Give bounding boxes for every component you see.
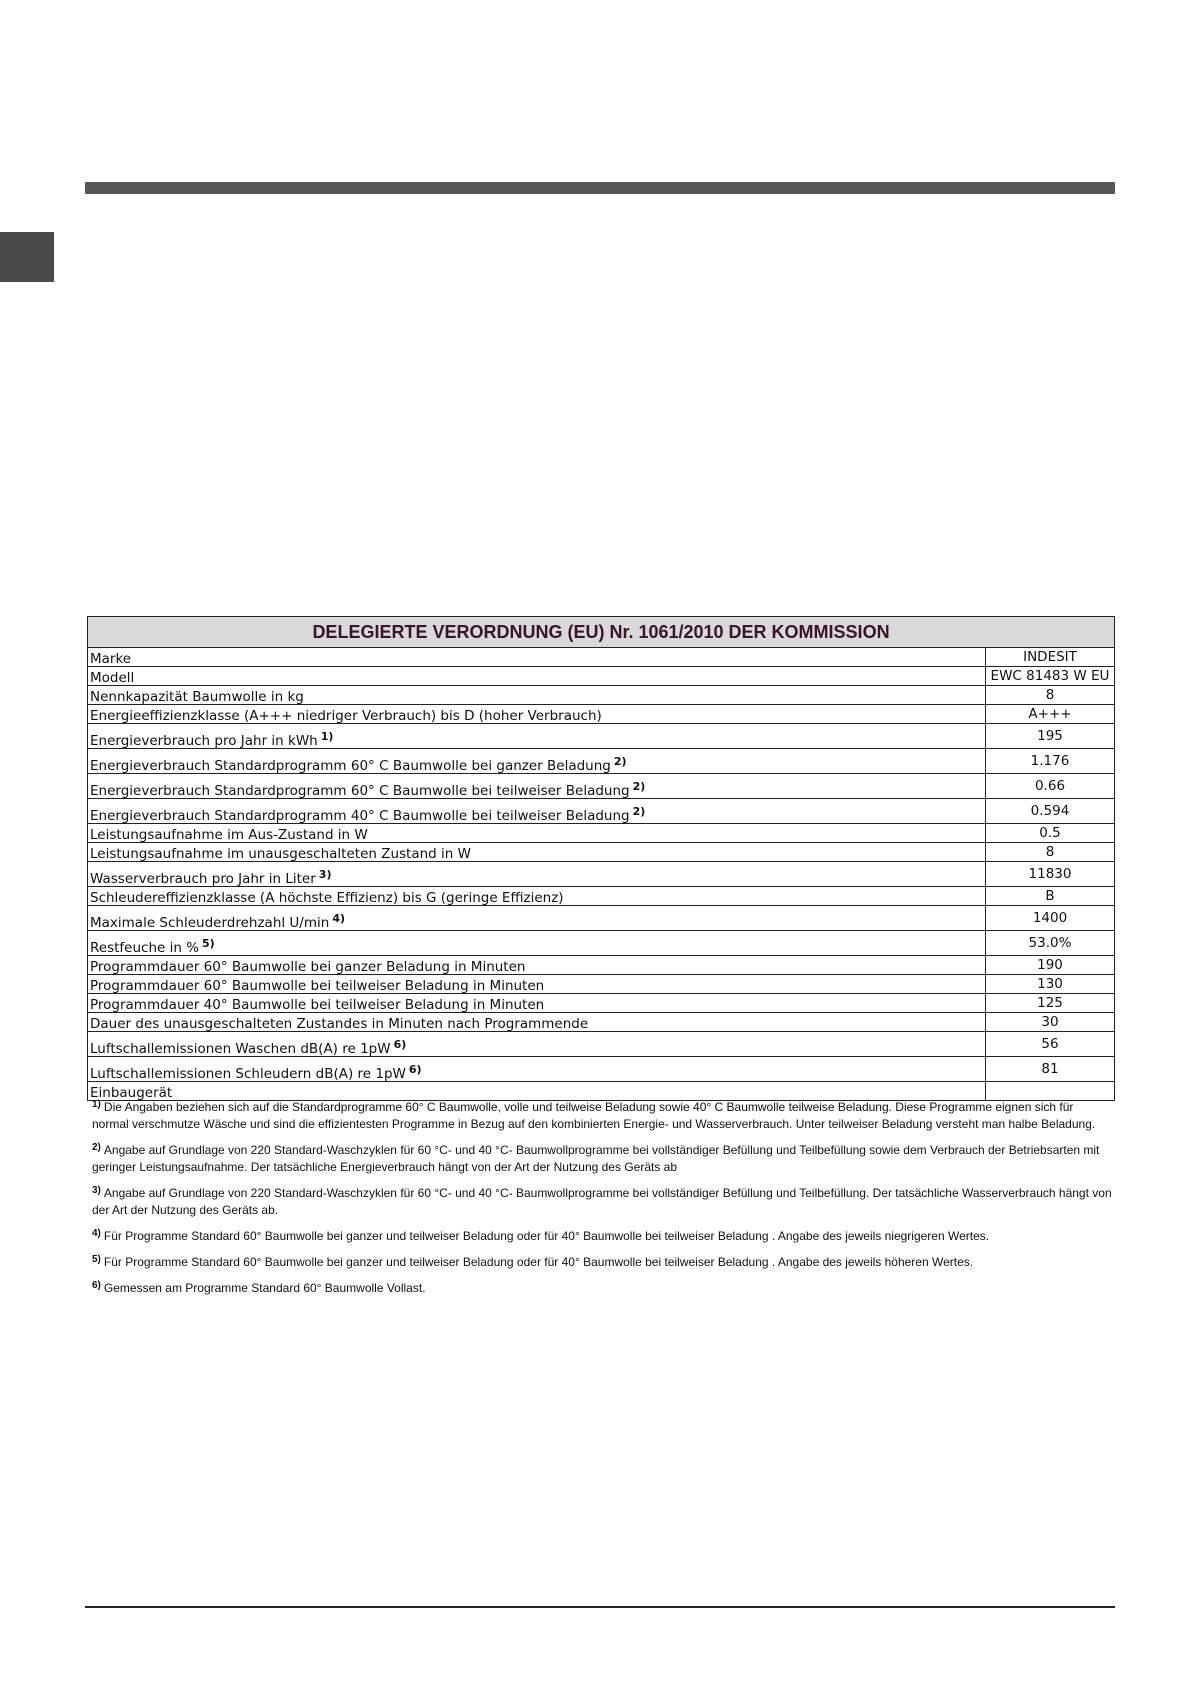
footnote-ref: 2) [632, 804, 646, 818]
row-value: 56 [986, 1032, 1115, 1057]
row-value: 0.5 [986, 824, 1115, 843]
table-row [88, 887, 1115, 906]
row-value: 81 [986, 1057, 1115, 1082]
table-row [88, 994, 1115, 1013]
row-label: Programmdauer 60° Baumwolle bei ganzer Beladung in Minuten [90, 958, 526, 975]
table-row [88, 956, 1115, 975]
row-label-cell [88, 1032, 986, 1057]
row-label: Nennkapazität Baumwolle in kg [90, 688, 304, 705]
row-label-cell [88, 648, 986, 667]
row-label-cell [88, 931, 986, 956]
row-value: 0.66 [986, 774, 1115, 799]
row-label-cell [88, 1082, 986, 1101]
table-row [88, 686, 1115, 705]
footer-rule [85, 1606, 1115, 1608]
table-title: DELEGIERTE VERORDNUNG (EU) Nr. 1061/2010 DER KOMMISSION [88, 617, 1115, 648]
row-label: Energieverbrauch Standardprogramm 60° C Baumwolle bei teilweiser Beladung [90, 782, 630, 799]
row-value: 195 [986, 724, 1115, 749]
footnotes-section [92, 1099, 1112, 1306]
row-label: Energieeffizienzklasse (A+++ niedriger Verbrauch) bis D (hoher Verbrauch) [90, 707, 602, 724]
footnote [92, 1280, 1112, 1297]
row-label: Programmdauer 60° Baumwolle bei teilweiser Beladung in Minuten [90, 977, 545, 994]
row-label: Luftschallemissionen Waschen dB(A) re 1pW [90, 1040, 391, 1057]
footnote-ref: 2) [613, 754, 627, 768]
row-label: Einbaugerät [90, 1084, 173, 1101]
footnote-text: Gemessen am Programme Standard 60° Baumwolle Vollast. [103, 1281, 426, 1295]
footnote-number: 6) [92, 1280, 101, 1291]
row-label-cell [88, 749, 986, 774]
table-row [88, 824, 1115, 843]
footnote-text: Angabe auf Grundlage von 220 Standard-Waschzyklen für 60 °C- und 40 °C- Baumwollprogramme bei vollständiger Befüllung und Teilbefüllung. Der tatsächliche Wasserverbrauch hängt von der Art der Nutzung des Geräts ab. [92, 1186, 1112, 1217]
row-label: Restfeuche in % [90, 939, 200, 956]
table-row [88, 1013, 1115, 1032]
row-label: Schleudereffizienzklasse (A höchste Effizienz) bis G (geringe Effizienz) [90, 889, 564, 906]
table-row [88, 1032, 1115, 1057]
row-label-cell [88, 667, 986, 686]
table-row [88, 975, 1115, 994]
row-label-cell [88, 1057, 986, 1082]
table-row [88, 1057, 1115, 1082]
table-row [88, 749, 1115, 774]
row-label: Energieverbrauch Standardprogramm 60° C Baumwolle bei ganzer Beladung [90, 757, 611, 774]
footnote-ref: 4) [332, 911, 345, 925]
row-value: 130 [986, 975, 1115, 994]
footnote-ref: 3) [318, 867, 332, 881]
footnote [92, 1254, 1112, 1271]
row-label-cell [88, 686, 986, 705]
footnote [92, 1099, 1112, 1133]
row-label-cell [88, 956, 986, 975]
table-row [88, 931, 1115, 956]
footnote-number: 3) [92, 1185, 101, 1196]
row-label: Leistungsaufnahme im Aus-Zustand in W [90, 826, 368, 843]
table-row [88, 906, 1115, 931]
row-label-cell [88, 724, 986, 749]
row-label: Modell [90, 669, 135, 686]
footnote-ref: 6) [408, 1062, 422, 1076]
footnote [92, 1185, 1112, 1219]
regulation-table [87, 616, 1115, 1101]
footnote-number: 5) [92, 1254, 101, 1265]
table-row [88, 724, 1115, 749]
section-tab-marker [0, 232, 54, 282]
footnote-ref: 2) [632, 779, 646, 793]
row-label: Marke [90, 650, 132, 667]
footnote-number: 4) [92, 1228, 101, 1239]
row-label-cell [88, 843, 986, 862]
table-row [88, 774, 1115, 799]
table-row [88, 799, 1115, 824]
row-value: 190 [986, 956, 1115, 975]
footnote-number: 1) [92, 1099, 101, 1110]
row-label-cell [88, 774, 986, 799]
table-row [88, 648, 1115, 667]
row-label: Energieverbrauch pro Jahr in kWh [90, 732, 318, 749]
row-label: Luftschallemissionen Schleudern dB(A) re 1pW [90, 1065, 406, 1082]
row-label-cell [88, 705, 986, 724]
table-row [88, 1082, 1115, 1101]
row-value: 1400 [986, 906, 1115, 931]
row-label: Energieverbrauch Standardprogramm 40° C Baumwolle bei teilweiser Beladung [90, 807, 630, 824]
row-label-cell [88, 824, 986, 843]
footnote-text: Angabe auf Grundlage von 220 Standard-Waschzyklen für 60 °C- und 40 °C- Baumwollprogramme bei vollständiger Befüllung und Teilbefüllung sowie dem Verbrauch der Betriebsarten mit geringer Leistungsaufnahme. Der tatsächliche Energieverbrauch hängt von der Art der Nutzung des Geräts ab [92, 1143, 1100, 1174]
row-label-cell [88, 975, 986, 994]
footnote-text: Für Programme Standard 60° Baumwolle bei ganzer und teilweiser Beladung oder für 40° Baumwolle bei teilweiser Beladung . Angabe des jeweils höheren Wertes. [103, 1255, 974, 1269]
row-label-cell [88, 906, 986, 931]
row-label-cell [88, 799, 986, 824]
row-label: Maximale Schleuderdrehzahl U/min [90, 914, 330, 931]
row-label: Leistungsaufnahme im unausgeschalteten Zustand in W [90, 845, 471, 862]
footnote [92, 1228, 1112, 1245]
row-label-cell [88, 862, 986, 887]
row-label-cell [88, 887, 986, 906]
row-label: Programmdauer 40° Baumwolle bei teilweiser Beladung in Minuten [90, 996, 545, 1013]
row-value: 11830 [986, 862, 1115, 887]
footnote-ref: 5) [202, 936, 215, 950]
row-value: 8 [986, 843, 1115, 862]
table-row [88, 667, 1115, 686]
row-value [986, 1082, 1115, 1101]
row-label-cell [88, 994, 986, 1013]
table-row [88, 862, 1115, 887]
row-label-cell [88, 1013, 986, 1032]
table-row [88, 843, 1115, 862]
row-value: INDESIT [986, 648, 1115, 667]
row-value: A+++ [986, 705, 1115, 724]
row-value: 30 [986, 1013, 1115, 1032]
footnote-text: Für Programme Standard 60° Baumwolle bei ganzer und teilweiser Beladung oder für 40° Baumwolle bei teilweiser Beladung . Angabe des jeweils niegrigeren Wertes. [103, 1229, 990, 1243]
footnote-text: Die Angaben beziehen sich auf die Standardprogramme 60° C Baumwolle, volle und teilweise Beladung sowie 40° C Baumwolle teilweise Beladung. Diese Programme eignen sich für normal verschmutze Wäsche und sind die effizientesten Programme in Bezug auf den kombinierten Energie- und Wasserverbrauch. Unter teilweiser Beladung versteht man halbe Beladung. [92, 1100, 1096, 1131]
footnote-number: 2) [92, 1142, 101, 1153]
row-value: 8 [986, 686, 1115, 705]
row-label: Wasserverbrauch pro Jahr in Liter [90, 870, 316, 887]
footnote [92, 1142, 1112, 1176]
row-value: B [986, 887, 1115, 906]
row-value: 0.594 [986, 799, 1115, 824]
header-rule [85, 182, 1115, 194]
table-row [88, 705, 1115, 724]
table-body [88, 648, 1115, 1101]
row-value: 125 [986, 994, 1115, 1013]
row-value: 53.0% [986, 931, 1115, 956]
footnote-ref: 6) [393, 1037, 407, 1051]
row-label: Dauer des unausgeschalteten Zustandes in Minuten nach Programmende [90, 1015, 589, 1032]
row-value: 1.176 [986, 749, 1115, 774]
row-value: EWC 81483 W EU [986, 667, 1115, 686]
footnote-ref: 1) [320, 729, 334, 743]
